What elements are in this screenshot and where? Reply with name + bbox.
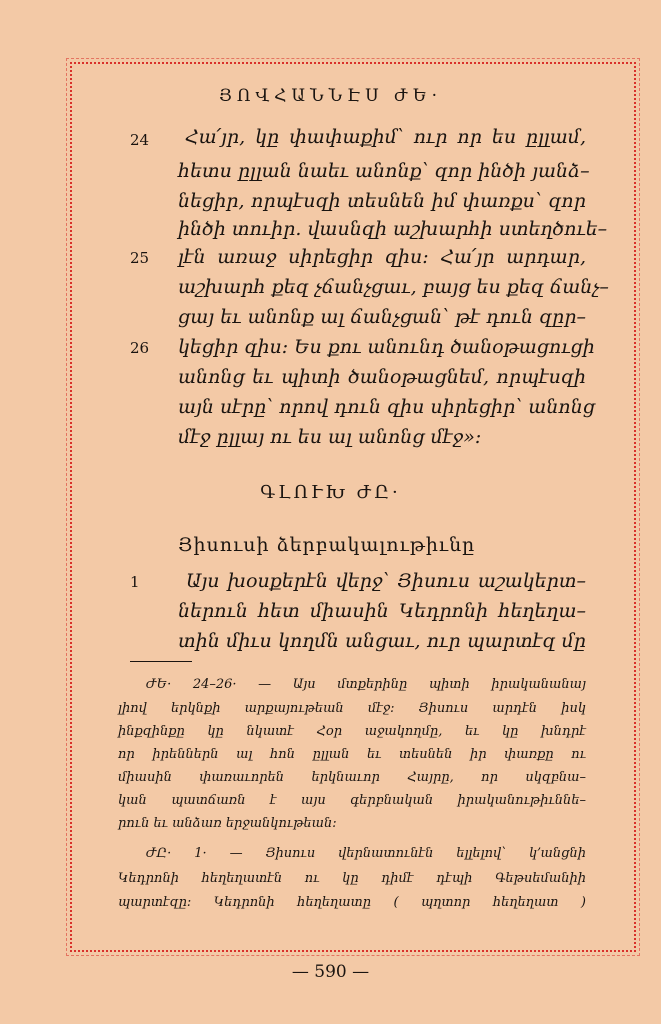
page-number: — 590 — — [291, 962, 370, 982]
text-line: անոնց եւ պիտի ծանօթացնեմ, որպէսզի — [178, 366, 586, 388]
footnote-line: ԺԵ· 24–26· — Այս մտքերինը պիտի իրականանայ — [146, 677, 586, 692]
footnote-rule — [130, 661, 192, 662]
footnote-line: Կեդրոնի հեղեղատէն ու կը դիմէ դէպի Գեթսեմանիի — [118, 871, 586, 886]
text-line: աշխարհ քեզ չճանչցաւ, բայց ես քեզ ճանչ– — [178, 276, 609, 298]
text-line: լէն առաջ սիրեցիր զիս: Հա՛յր արդար, — [178, 246, 586, 268]
text-line: կեցիր զիս: Ես քու անունդ ծանօթացուցի — [178, 336, 595, 358]
verse-number-24: 24 — [130, 131, 150, 149]
verse-number-26: 26 — [130, 339, 150, 357]
text-line: մէջ ըլլայ ու ես ալ անոնց մէջ»: — [178, 426, 482, 448]
footnote-line: լիով երկնքի արքայութեան մէջ: Յիսուս արդէն իսկ — [118, 701, 586, 716]
running-head: ՅՈՎՀԱՆՆԷՍ ԺԵ· — [218, 86, 443, 106]
text-line: Այս խօսքերէն վերջ՝ Յիսուս աշակերտ– — [186, 570, 586, 592]
text-line: ինծի տուիր. վասնզի աշխարհի ստեղծուե– — [178, 218, 608, 240]
footnote-line: րուն եւ անձառ երջանկութեան: — [118, 816, 337, 831]
text-line: ներուն հետ միասին Կեդրոնի հեղեղա– — [178, 600, 586, 622]
text-line: այն սէրը՝ որով դուն զիս սիրեցիր՝ անոնց — [178, 396, 596, 418]
footnote-line: ինքզինքը կը նկատէ Հօր աջակողմը, եւ կը խնդրէ — [118, 724, 586, 739]
text-line: ցայ եւ անոնք ալ ճանչցան՝ թէ դուն զըր– — [178, 306, 586, 328]
footnote-line: պարտէզը: Կեդրոնի հեղեղատը ( պղտոր հեղեղատ ) — [118, 895, 586, 910]
chapter-subtitle: Յիսուսի ձերբակալութիւնը — [178, 534, 476, 556]
footnote-line: ԺԸ· 1· — Յիսուս վերնատունէն ելլելով՝ կ՚անցնի — [146, 846, 586, 861]
text-line: նեցիր, որպէսզի տեսնեն իմ փառքս՝ զոր — [178, 190, 586, 212]
verse-number-1: 1 — [130, 573, 140, 591]
text-line: Հա՛յր, կը փափաքիմ՝ ուր որ ես ըլլամ, — [185, 126, 586, 148]
verse-number-25: 25 — [130, 249, 150, 267]
footnote-line: միասին փառաւորեն երկնաւոր Հայրը, որ սկզբնա– — [118, 770, 586, 785]
footnote-line: կան պատճառն է այս գերբնական իրականութիւննե– — [118, 793, 586, 808]
footnote-line: որ իրեններն ալ հոն ըլլան եւ տեսնեն իր փառքը ու — [118, 747, 586, 762]
text-line: տին միւս կողմն անցաւ, ուր պարտէզ մը — [178, 630, 586, 652]
chapter-heading: ԳԼՈՒԽ ԺԸ· — [260, 482, 401, 503]
text-line: հետս ըլլան նաեւ անոնք՝ զոր ինծի յանձ– — [178, 160, 590, 182]
